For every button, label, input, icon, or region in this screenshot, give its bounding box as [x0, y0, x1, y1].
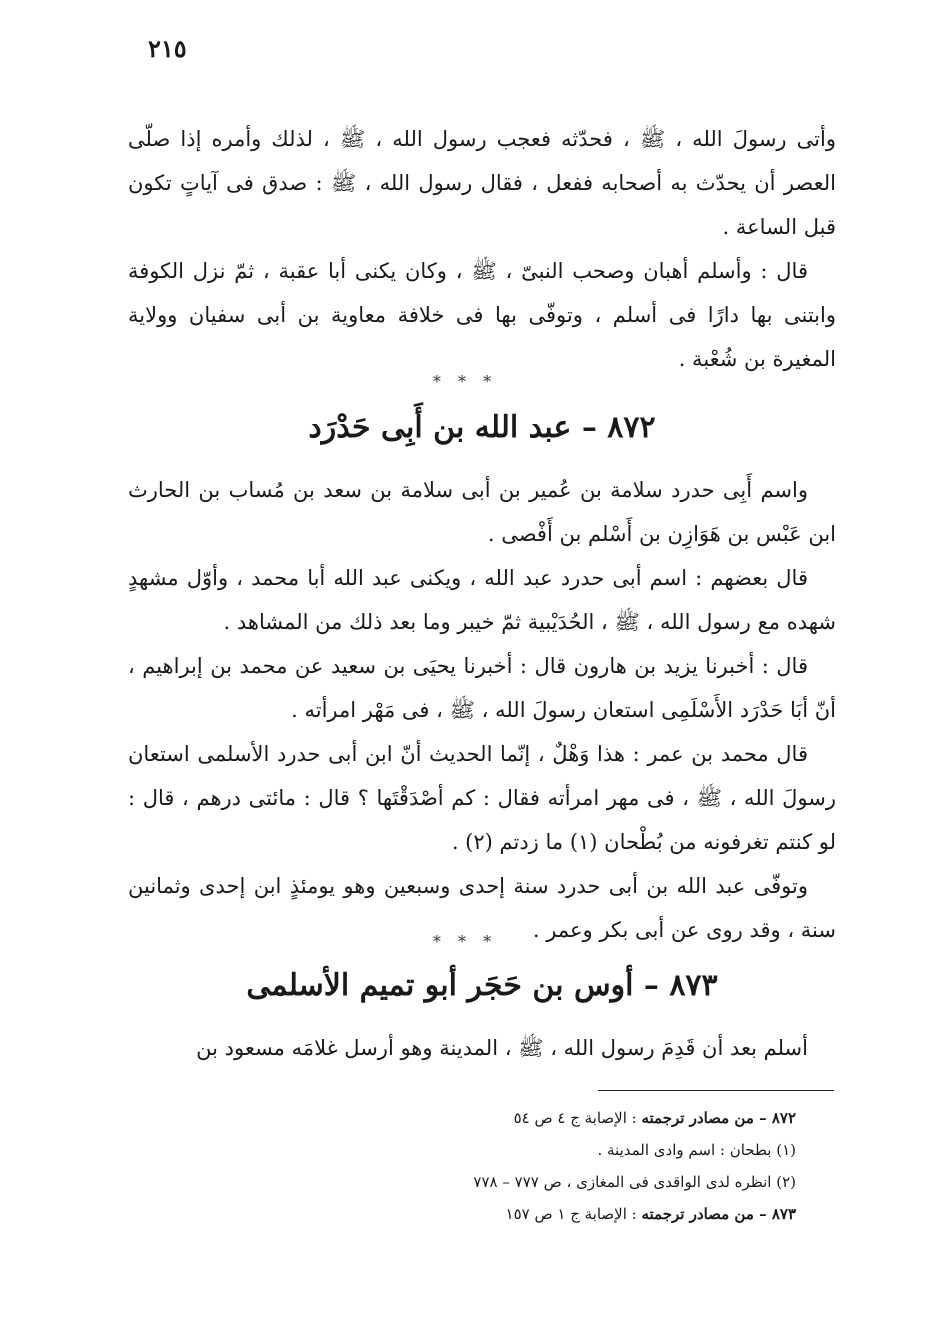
paragraph: قال محمد بن عمر : هذا وَهْلٌ ، إنّما الحديث أنّ ابن أبى حدرد الأسلمى استعان رسولَ الله ، ﷺ ، فى مهر امرأته فقال : كم أصْدَقْتَها ؟ قال : مائتى درهم ، قال : لو كنتم تغرفونه من بُطْحان (١) ما زدتم (٢) . — [128, 742, 836, 854]
entry-body-873 — [128, 1026, 836, 1070]
footnote-2: (٢) انظره لدى الواقدى فى المغازى ، ص ٧٧٧ – ٧٧٨ — [473, 1173, 796, 1191]
section-separator: * * * — [432, 372, 498, 391]
section-separator: * * * — [432, 932, 498, 951]
paragraph: واسم أَبِى حدرد سلامة بن عُمير بن أبى سلامة بن سعد بن مُساب بن الحارث ابن عَبْس بن هَوَازِن بن أَسْلم بن أَفْصى . — [128, 478, 836, 546]
footnote-text: : الإصابة ج ١ ص ١٥٧ — [505, 1205, 642, 1223]
page-number: ٢١٥ — [148, 34, 187, 63]
footnote-872-sources — [250, 1102, 796, 1134]
paragraph: قال : وأسلم أهبان وصحب النبىّ ، ﷺ ، وكان يكنى أبا عقبة ، ثمّ نزل الكوفة وابتنى بها دارًا فى أسلم ، وتوفّى بها فى خلافة معاوية بن أبى سفيان وولاية المغيرة بن شُعْبة . — [128, 259, 836, 371]
paragraph: قال بعضهم : اسم أبى حدرد عبد الله ، ويكنى عبد الله أبا محمد ، وأوّل مشهدٍ شهده مع رسول الله ، ﷺ ، الحُدَيْبية ثمّ خيبر وما بعد ذلك من المشاهد . — [128, 566, 836, 634]
paragraph: أسلم بعد أن قَدِمَ رسول الله ، ﷺ ، المدينة وهو أرسل غلامَه مسعود بن — [196, 1036, 808, 1060]
footnotes — [250, 1102, 796, 1230]
entry-heading-872: ٨٧٢ – عبد الله بن أَبِى حَدْرَد — [308, 410, 656, 445]
footnote-873-sources — [250, 1198, 796, 1230]
paragraph: وتوفّى عبد الله بن أبى حدرد سنة إحدى وسبعين وهو يومئذٍ ابن إحدى وثمانين سنة ، وقد روى عن أبى بكر وعمر . — [128, 874, 836, 942]
footnote-text: : الإصابة ج ٤ ص ٥٤ — [513, 1109, 642, 1127]
footnote-1: (١) بطحان : اسم وادى المدينة . — [597, 1141, 796, 1159]
section-continuation — [128, 117, 836, 381]
paragraph: وأتى رسولَ الله ، ﷺ ، فحدّثه فعجب رسول الله ، ﷺ ، لذلك وأمره إذا صلّى العصر أن يحدّث به أصحابه ففعل ، فقال رسول الله ، ﷺ : صدق فى آياتٍ تكون قبل الساعة . — [128, 127, 836, 239]
entry-heading-873: ٨٧٣ – أوس بن حَجَر أبو تميم الأسلمى — [246, 968, 718, 1003]
footnote-heading: ٨٧٣ – من مصادر ترجمته — [641, 1205, 796, 1223]
paragraph: قال : أخبرنا يزيد بن هارون قال : أخبرنا يحيَى بن سعيد عن محمد بن إبراهيم ، أنّ أبَا حَدْرَد الأَسْلَمِى استعان رسولَ الله ، ﷺ ، فى مَهْر امرأته . — [128, 654, 836, 722]
footnote-heading: ٨٧٢ – من مصادر ترجمته — [641, 1109, 796, 1127]
footnote-divider — [598, 1090, 834, 1091]
entry-body-872 — [128, 468, 836, 952]
